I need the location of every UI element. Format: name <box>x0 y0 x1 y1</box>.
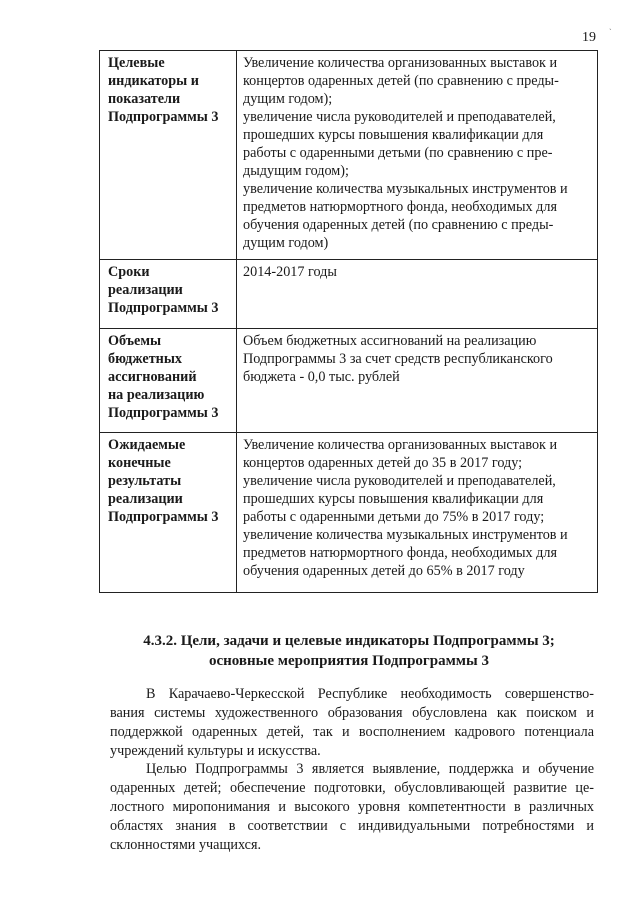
value-line: дущим годом) <box>243 235 329 251</box>
value-line: Увеличение количества организованных выставок и <box>243 55 558 71</box>
value-line: Подпрограммы 3 за счет средств республиканского <box>243 351 553 367</box>
value-line: Увеличение количества организованных выставок и <box>243 437 558 453</box>
value-line: увеличение количества музыкальных инструментов и <box>243 527 568 543</box>
label-line: реализации <box>108 491 183 507</box>
row-value <box>237 329 598 433</box>
value-line: концертов одаренных детей (по сравнению с преды- <box>243 73 559 89</box>
label-line: конечные <box>108 455 171 471</box>
label-line: реализации <box>108 282 183 298</box>
label-line: Сроки <box>108 264 150 280</box>
label-line: результаты <box>108 473 182 489</box>
label-line: Ожидаемые <box>108 437 186 453</box>
value-line: дыдущим годом); <box>243 163 349 179</box>
value-line: работы с одаренными детьми (по сравнению с пре- <box>243 145 553 161</box>
paragraph-line: склонностями учащихся. <box>110 837 262 853</box>
paragraph-line: Целью Подпрограммы 3 является выявление, поддержка и обучение <box>146 761 594 777</box>
label-line: Целевые <box>108 55 165 71</box>
row-value <box>237 260 598 329</box>
label-line: на реализацию <box>108 387 205 403</box>
value-line: Объем бюджетных ассигнований на реализацию <box>243 333 537 349</box>
value-line: работы с одаренными детьми до 75% в 2017 году; <box>243 509 545 525</box>
subprogram-passport-table <box>99 50 598 593</box>
value-line: обучения одаренных детей (по сравнению с преды- <box>243 217 554 233</box>
label-line: Подпрограммы 3 <box>108 109 219 125</box>
label-line: индикаторы и <box>108 73 199 89</box>
paragraph-line: поддержкой одаренных детей, так и восполнением кадрового потенциала <box>110 724 594 740</box>
value-line: предметов натюрмортного фонда, необходимых для <box>243 545 557 561</box>
table-row-indicators <box>100 51 598 260</box>
value-line: увеличение числа руководителей и преподавателей, <box>243 473 556 489</box>
paragraph-line: одаренных детей; обеспечение подготовки, обусловливающей развитие це- <box>110 780 594 796</box>
row-label <box>100 260 237 329</box>
paragraph <box>110 760 594 855</box>
label-line: Подпрограммы 3 <box>108 300 219 316</box>
table-row-budget <box>100 329 598 433</box>
label-line: показатели <box>108 91 181 107</box>
value-line: увеличение числа руководителей и преподавателей, <box>243 109 556 125</box>
value-line: прошедших курсы повышения квалификации для <box>243 491 544 507</box>
scan-speck: ˎ <box>609 21 612 30</box>
paragraph-line: лостного миропонимания и высокого уровня компетентности в различных <box>110 799 594 815</box>
label-line: бюджетных <box>108 351 183 367</box>
paragraph-line: вания системы художественного образования обусловлена как поиском и <box>110 705 594 721</box>
paragraph-line: В Карачаево-Черкесской Республике необходимость совершенство- <box>146 686 594 702</box>
paragraph-line: учреждений культуры и искусства. <box>110 743 321 759</box>
table-row-expected-results <box>100 433 598 593</box>
label-line: ассигнований <box>108 369 197 385</box>
value-line: бюджета - 0,0 тыс. рублей <box>243 369 400 385</box>
value-line: предметов натюрмортного фонда, необходимых для <box>243 199 557 215</box>
value-line: концертов одаренных детей до 35 в 2017 году; <box>243 455 523 471</box>
page-number: 19 <box>582 30 596 45</box>
label-line: Подпрограммы 3 <box>108 405 219 421</box>
value-line: обучения одаренных детей до 65% в 2017 году <box>243 563 525 579</box>
section-heading <box>99 631 599 671</box>
paragraph-line: областях знания в соответствии с индивидуальными потребностями и <box>110 818 594 834</box>
section-heading-line: 4.3.2. Цели, задачи и целевые индикаторы Подпрограммы 3; <box>143 633 555 649</box>
label-line: Подпрограммы 3 <box>108 509 219 525</box>
row-label <box>100 433 237 593</box>
row-label <box>100 51 237 260</box>
row-value <box>237 51 598 260</box>
section-heading-line: основные мероприятия Подпрограммы 3 <box>209 653 489 669</box>
value-line: дущим годом); <box>243 91 333 107</box>
row-value <box>237 433 598 593</box>
value-line: увеличение количества музыкальных инструментов и <box>243 181 568 197</box>
value-line: 2014-2017 годы <box>243 264 337 280</box>
row-label <box>100 329 237 433</box>
value-line: прошедших курсы повышения квалификации для <box>243 127 544 143</box>
table-row-timeline <box>100 260 598 329</box>
paragraph <box>110 685 594 761</box>
label-line: Объемы <box>108 333 162 349</box>
